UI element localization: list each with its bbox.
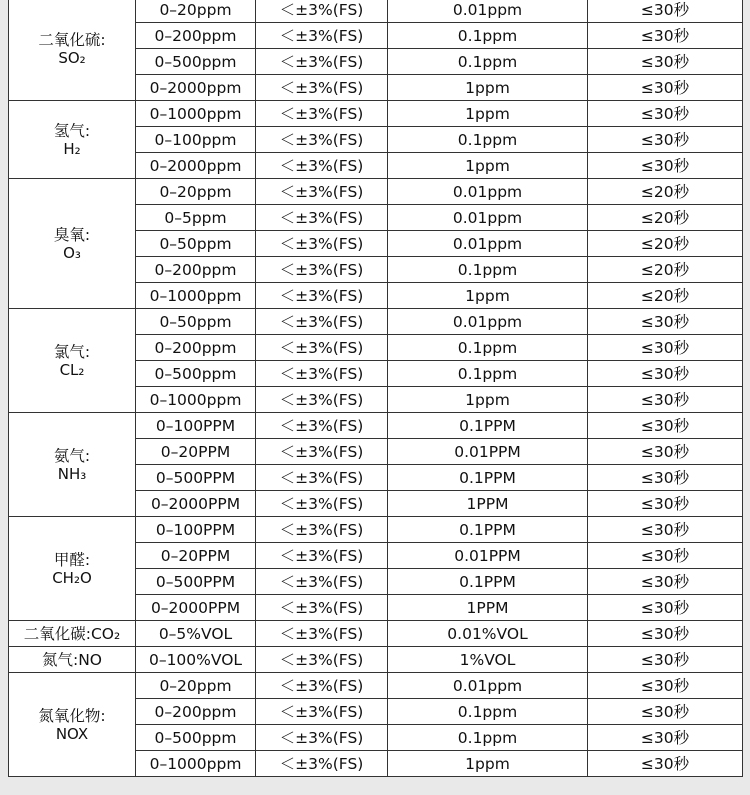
response-time-cell: ≤30秒 — [588, 309, 743, 335]
resolution-cell: 0.1PPM — [388, 517, 588, 543]
response-time-cell: ≤30秒 — [588, 361, 743, 387]
response-time-cell: ≤30秒 — [588, 439, 743, 465]
response-time-cell: ≤30秒 — [588, 569, 743, 595]
gas-name-cell — [9, 517, 136, 621]
response-time-cell: ≤30秒 — [588, 23, 743, 49]
accuracy-cell: ＜±3%(FS) — [256, 361, 388, 387]
range-cell: 0–100%VOL — [136, 647, 256, 673]
gas-name-cell — [9, 0, 136, 101]
accuracy-cell: ＜±3%(FS) — [256, 543, 388, 569]
accuracy-cell: ＜±3%(FS) — [256, 205, 388, 231]
response-time-cell: ≤20秒 — [588, 205, 743, 231]
response-time-cell: ≤30秒 — [588, 413, 743, 439]
range-cell: 0–50ppm — [136, 309, 256, 335]
resolution-cell: 1ppm — [388, 153, 588, 179]
table-row — [9, 179, 743, 205]
accuracy-cell: ＜±3%(FS) — [256, 517, 388, 543]
response-time-cell: ≤30秒 — [588, 127, 743, 153]
range-cell: 0–200ppm — [136, 23, 256, 49]
range-cell: 0–20PPM — [136, 543, 256, 569]
page-bottom-margin — [0, 786, 750, 795]
range-cell: 0–100ppm — [136, 127, 256, 153]
range-cell: 0–5ppm — [136, 205, 256, 231]
spec-table-body — [9, 0, 743, 777]
response-time-cell: ≤30秒 — [588, 153, 743, 179]
range-cell: 0–50ppm — [136, 231, 256, 257]
resolution-cell: 1ppm — [388, 101, 588, 127]
gas-formula: NH₃ — [57, 464, 87, 483]
accuracy-cell: ＜±3%(FS) — [256, 621, 388, 647]
range-cell: 0–1000ppm — [136, 283, 256, 309]
range-cell: 0–2000PPM — [136, 595, 256, 621]
range-cell: 0–1000ppm — [136, 101, 256, 127]
table-row — [9, 517, 743, 543]
accuracy-cell: ＜±3%(FS) — [256, 23, 388, 49]
accuracy-cell: ＜±3%(FS) — [256, 335, 388, 361]
range-cell: 0–500ppm — [136, 725, 256, 751]
accuracy-cell: ＜±3%(FS) — [256, 699, 388, 725]
range-cell: 0–200ppm — [136, 257, 256, 283]
response-time-cell: ≤30秒 — [588, 387, 743, 413]
gas-formula: NOX — [55, 724, 89, 743]
resolution-cell: 0.1ppm — [388, 361, 588, 387]
resolution-cell: 0.01ppm — [388, 205, 588, 231]
table-row — [9, 309, 743, 335]
accuracy-cell: ＜±3%(FS) — [256, 647, 388, 673]
table-row — [9, 647, 743, 673]
response-time-cell: ≤30秒 — [588, 491, 743, 517]
gas-name: 氮气:NO — [41, 650, 103, 669]
gas-name-cell — [9, 621, 136, 647]
response-time-cell: ≤20秒 — [588, 257, 743, 283]
resolution-cell: 1ppm — [388, 75, 588, 101]
resolution-cell: 0.1ppm — [388, 23, 588, 49]
gas-name: 甲醛: — [53, 550, 91, 569]
accuracy-cell: ＜±3%(FS) — [256, 49, 388, 75]
range-cell: 0–20ppm — [136, 179, 256, 205]
accuracy-cell: ＜±3%(FS) — [256, 439, 388, 465]
resolution-cell: 0.1PPM — [388, 465, 588, 491]
resolution-cell: 1ppm — [388, 283, 588, 309]
gas-formula: CL₂ — [59, 360, 85, 379]
table-row — [9, 673, 743, 699]
response-time-cell: ≤30秒 — [588, 335, 743, 361]
resolution-cell: 0.01ppm — [388, 179, 588, 205]
gas-name-cell — [9, 647, 136, 673]
resolution-cell: 0.1ppm — [388, 257, 588, 283]
accuracy-cell: ＜±3%(FS) — [256, 127, 388, 153]
accuracy-cell: ＜±3%(FS) — [256, 257, 388, 283]
resolution-cell: 0.01%VOL — [388, 621, 588, 647]
response-time-cell: ≤30秒 — [588, 75, 743, 101]
response-time-cell: ≤30秒 — [588, 543, 743, 569]
table-row — [9, 621, 743, 647]
range-cell: 0–20PPM — [136, 439, 256, 465]
response-time-cell: ≤30秒 — [588, 101, 743, 127]
accuracy-cell: ＜±3%(FS) — [256, 0, 388, 23]
accuracy-cell: ＜±3%(FS) — [256, 569, 388, 595]
accuracy-cell: ＜±3%(FS) — [256, 413, 388, 439]
gas-name: 二氧化碳:CO₂ — [23, 624, 121, 643]
gas-name: 臭氧: — [53, 225, 91, 244]
gas-formula: H₂ — [63, 139, 81, 158]
gas-formula: O₃ — [63, 243, 81, 262]
resolution-cell: 1ppm — [388, 751, 588, 777]
gas-name-cell — [9, 673, 136, 777]
response-time-cell: ≤30秒 — [588, 0, 743, 23]
response-time-cell: ≤20秒 — [588, 283, 743, 309]
response-time-cell: ≤30秒 — [588, 595, 743, 621]
accuracy-cell: ＜±3%(FS) — [256, 283, 388, 309]
gas-formula: SO₂ — [58, 48, 86, 67]
range-cell: 0–1000ppm — [136, 387, 256, 413]
response-time-cell: ≤30秒 — [588, 647, 743, 673]
gas-name: 氮氧化物: — [38, 706, 106, 725]
response-time-cell: ≤20秒 — [588, 231, 743, 257]
range-cell: 0–200ppm — [136, 699, 256, 725]
accuracy-cell: ＜±3%(FS) — [256, 387, 388, 413]
resolution-cell: 0.01ppm — [388, 673, 588, 699]
table-row — [9, 413, 743, 439]
resolution-cell: 0.01ppm — [388, 309, 588, 335]
accuracy-cell: ＜±3%(FS) — [256, 101, 388, 127]
response-time-cell: ≤30秒 — [588, 673, 743, 699]
gas-name-cell — [9, 413, 136, 517]
range-cell: 0–2000ppm — [136, 75, 256, 101]
accuracy-cell: ＜±3%(FS) — [256, 673, 388, 699]
resolution-cell: 0.1ppm — [388, 699, 588, 725]
gas-name-cell — [9, 101, 136, 179]
gas-name: 氢气: — [53, 121, 91, 140]
range-cell: 0–1000ppm — [136, 751, 256, 777]
gas-sensor-spec-table — [8, 0, 743, 777]
range-cell: 0–5%VOL — [136, 621, 256, 647]
gas-name-cell — [9, 309, 136, 413]
resolution-cell: 1PPM — [388, 491, 588, 517]
table-row — [9, 101, 743, 127]
gas-name: 二氧化硫: — [38, 30, 106, 49]
range-cell: 0–2000PPM — [136, 491, 256, 517]
accuracy-cell: ＜±3%(FS) — [256, 153, 388, 179]
range-cell: 0–100PPM — [136, 413, 256, 439]
resolution-cell: 0.01ppm — [388, 0, 588, 23]
gas-name: 氯气: — [53, 342, 91, 361]
range-cell: 0–500PPM — [136, 465, 256, 491]
response-time-cell: ≤30秒 — [588, 699, 743, 725]
resolution-cell: 0.1ppm — [388, 725, 588, 751]
resolution-cell: 0.01PPM — [388, 543, 588, 569]
resolution-cell: 0.1ppm — [388, 49, 588, 75]
resolution-cell: 0.1PPM — [388, 569, 588, 595]
accuracy-cell: ＜±3%(FS) — [256, 309, 388, 335]
accuracy-cell: ＜±3%(FS) — [256, 491, 388, 517]
resolution-cell: 0.1ppm — [388, 335, 588, 361]
resolution-cell: 0.01ppm — [388, 231, 588, 257]
range-cell: 0–200ppm — [136, 335, 256, 361]
accuracy-cell: ＜±3%(FS) — [256, 725, 388, 751]
range-cell: 0–2000ppm — [136, 153, 256, 179]
range-cell: 0–100PPM — [136, 517, 256, 543]
resolution-cell: 1%VOL — [388, 647, 588, 673]
resolution-cell: 1PPM — [388, 595, 588, 621]
range-cell: 0–500ppm — [136, 49, 256, 75]
resolution-cell: 0.01PPM — [388, 439, 588, 465]
response-time-cell: ≤20秒 — [588, 179, 743, 205]
accuracy-cell: ＜±3%(FS) — [256, 465, 388, 491]
gas-name: 氨气: — [53, 446, 91, 465]
resolution-cell: 1ppm — [388, 387, 588, 413]
response-time-cell: ≤30秒 — [588, 465, 743, 491]
accuracy-cell: ＜±3%(FS) — [256, 751, 388, 777]
range-cell: 0–500ppm — [136, 361, 256, 387]
response-time-cell: ≤30秒 — [588, 621, 743, 647]
response-time-cell: ≤30秒 — [588, 751, 743, 777]
range-cell: 0–20ppm — [136, 0, 256, 23]
resolution-cell: 0.1ppm — [388, 127, 588, 153]
table-row — [9, 0, 743, 23]
accuracy-cell: ＜±3%(FS) — [256, 179, 388, 205]
accuracy-cell: ＜±3%(FS) — [256, 231, 388, 257]
resolution-cell: 0.1PPM — [388, 413, 588, 439]
accuracy-cell: ＜±3%(FS) — [256, 595, 388, 621]
response-time-cell: ≤30秒 — [588, 517, 743, 543]
response-time-cell: ≤30秒 — [588, 725, 743, 751]
gas-name-cell — [9, 179, 136, 309]
response-time-cell: ≤30秒 — [588, 49, 743, 75]
accuracy-cell: ＜±3%(FS) — [256, 75, 388, 101]
range-cell: 0–20ppm — [136, 673, 256, 699]
gas-formula: CH₂O — [52, 568, 92, 587]
range-cell: 0–500PPM — [136, 569, 256, 595]
